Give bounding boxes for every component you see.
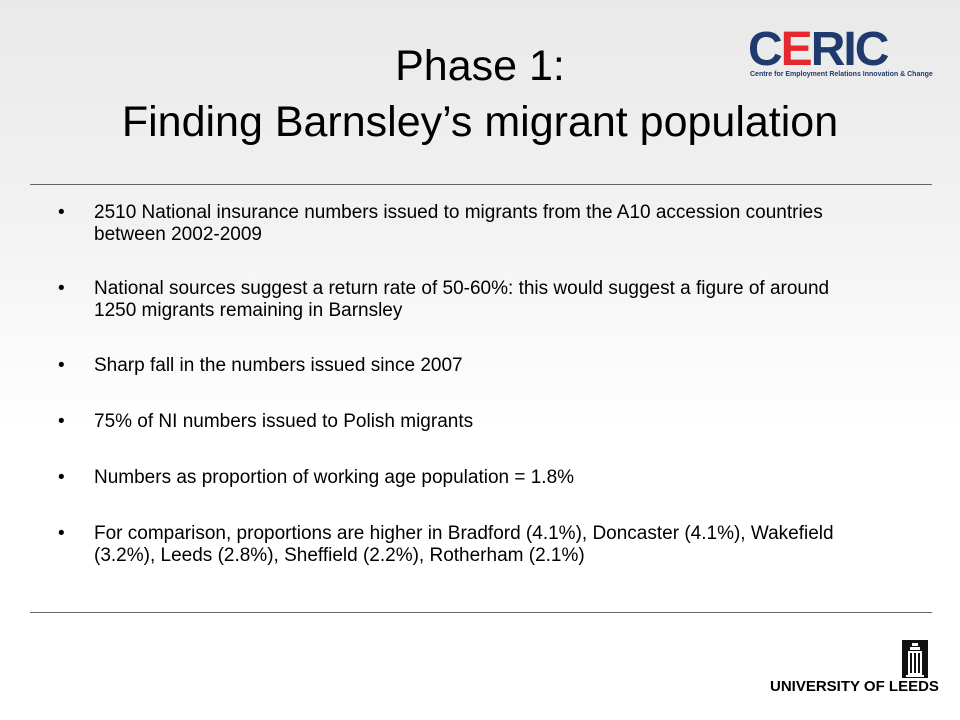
bullet-text: Numbers as proportion of working age population = 1.8% xyxy=(94,467,575,488)
bullet-dot: • xyxy=(58,202,65,223)
title-line-2: Finding Barnsley’s migrant population xyxy=(121,98,839,146)
leeds-wordmark: UNIVERSITY OF LEEDS xyxy=(770,678,939,695)
bullet-item xyxy=(58,278,858,322)
bullet-dot: • xyxy=(58,467,65,488)
bullet-item xyxy=(58,411,858,433)
bullet-dot: • xyxy=(58,411,65,432)
bullet-text: National sources suggest a return rate of 50-60%: this would suggest a figure of around 1250 migrants remaining in Barnsley xyxy=(94,278,830,321)
bullet-item xyxy=(58,523,858,567)
bullet-text: For comparison, proportions are higher in Bradford (4.1%), Doncaster (4.1%), Wakefield (3.2%), Leeds (2.8%), Sheffield (2.2%), Rotherham (2.1%) xyxy=(94,523,834,566)
ceric-wordmark: CERIC xyxy=(748,23,888,76)
bullet-dot: • xyxy=(58,278,65,299)
bullet-item xyxy=(58,355,858,377)
university-of-leeds-logo xyxy=(770,640,939,700)
divider-top xyxy=(30,184,932,185)
ceric-logo xyxy=(748,23,938,80)
ceric-subtitle: Centre for Employment Relations Innovation & Change xyxy=(750,71,933,78)
bullet-text: 2510 National insurance numbers issued to migrants from the A10 accession countries between 2002-2009 xyxy=(94,202,823,245)
bullet-item xyxy=(58,202,858,246)
bullet-text: Sharp fall in the numbers issued since 2007 xyxy=(94,355,463,376)
bullet-dot: • xyxy=(58,523,65,544)
parkinson-tower-icon xyxy=(902,640,928,678)
title-line-1: Phase 1: xyxy=(395,42,565,90)
divider-bottom xyxy=(30,612,932,613)
bullet-item xyxy=(58,467,858,489)
bullet-dot: • xyxy=(58,355,65,376)
bullet-list xyxy=(58,202,858,567)
bullet-text: 75% of NI numbers issued to Polish migrants xyxy=(94,411,474,432)
